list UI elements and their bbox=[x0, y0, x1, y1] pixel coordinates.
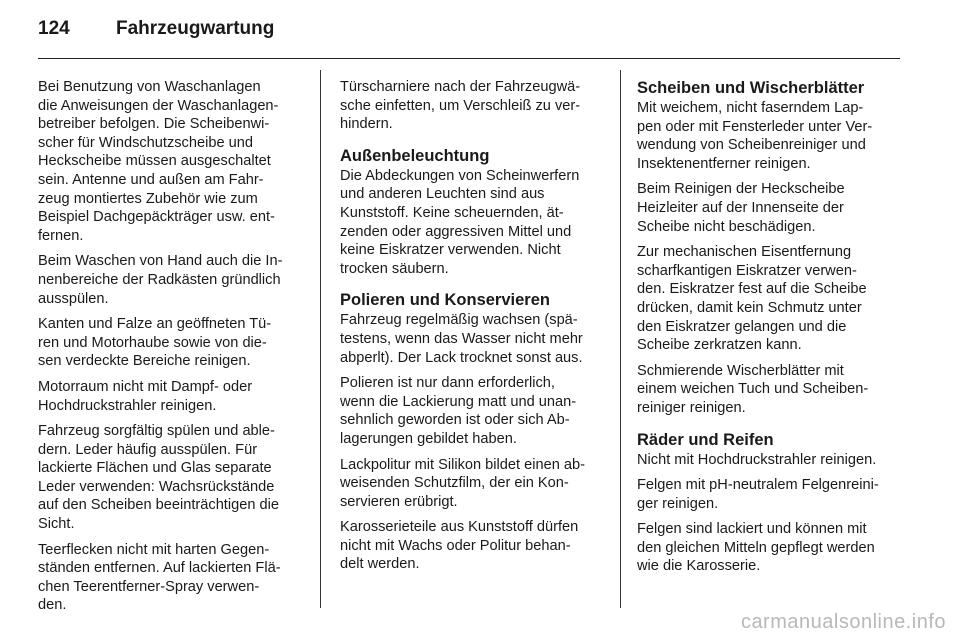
paragraph: Beim Reinigen der Heckscheibe Heizleiter auf der Innenseite der Scheibe nicht beschädigen. bbox=[637, 181, 845, 235]
paragraph: Teerflecken nicht mit harten Gegen- ständen entfernen. Auf lackierten Flä- chen Teerentferner-Spray verwen- den. bbox=[38, 541, 281, 614]
watermark: carmanualsonline.info bbox=[740, 611, 946, 633]
column-divider-1 bbox=[320, 70, 321, 608]
paragraph: Türscharniere nach der Fahrzeugwä- sche einfetten, um Verschleiß zu ver- hindern. bbox=[340, 79, 581, 133]
paragraph: Felgen sind lackiert und können mit den gleichen Mitteln gepflegt werden wie die Karosserie. bbox=[637, 521, 875, 575]
paragraph: Nicht mit Hochdruckstrahler reinigen. bbox=[637, 451, 877, 468]
section-heading: Außenbeleuchtung bbox=[340, 146, 490, 165]
column-1 bbox=[38, 78, 308, 622]
paragraph: Bei Benutzung von Waschanlagen die Anweisungen der Waschanlagen- betreiber befolgen. Die Scheibenwi- scher für Windschutzscheibe und Heckscheibe müssen ausgeschaltet sein. Antenne und außen am Fahr- zeug montiertes Zubehör wie zum Beispiel Dachgepäckträger usw. ent- fernen. bbox=[38, 79, 279, 244]
section-heading: Räder und Reifen bbox=[637, 430, 774, 449]
section-heading: Polieren und Konservieren bbox=[340, 291, 550, 310]
paragraph: Motorraum nicht mit Dampf- oder Hochdruckstrahler reinigen. bbox=[38, 378, 253, 414]
header-rule bbox=[38, 58, 900, 59]
column-3 bbox=[637, 78, 902, 583]
paragraph: Zur mechanischen Eisentfernung scharfkantigen Eiskratzer verwen- den. Eiskratzer fest auf die Scheibe drücken, damit kein Schmutz unter den Eiskratzer gelangen und die Scheibe zerkratzen kann. bbox=[637, 244, 867, 354]
column-divider-2 bbox=[620, 70, 621, 608]
section-heading: Scheiben und Wischerblätter bbox=[637, 79, 865, 97]
page-number: 124 bbox=[38, 18, 70, 39]
paragraph: Felgen mit pH-neutralem Felgenreini- ger reinigen. bbox=[637, 477, 879, 512]
paragraph: Schmierende Wischerblätter mit einem weichen Tuch und Scheiben- reiniger reinigen. bbox=[637, 362, 869, 416]
page-header bbox=[38, 18, 274, 48]
paragraph: Kanten und Falze an geöffneten Tü- ren und Motorhaube sowie von die- sen verdeckte Bereiche reinigen. bbox=[38, 316, 272, 370]
paragraph: Beim Waschen von Hand auch die In- nenbereiche der Radkästen gründlich ausspülen. bbox=[38, 253, 283, 307]
paragraph: Mit weichem, nicht faserndem Lap- pen oder mit Fensterleder unter Ver- wendung von Scheibenreiniger und Insektenentferner reinigen. bbox=[637, 100, 873, 172]
paragraph: Die Abdeckungen von Scheinwerfern und anderen Leuchten sind aus Kunststoff. Keine scheuernden, ät- zenden oder aggressiven Mittel und keine Eiskratzer verwenden. Nicht trocken säubern. bbox=[340, 167, 580, 277]
page-title: Fahrzeugwartung bbox=[116, 18, 275, 39]
paragraph: Polieren ist nur dann erforderlich, wenn die Lackierung matt und unan- sehnlich geworden ist oder sich Ab- lagerungen gebildet haben. bbox=[340, 375, 577, 447]
paragraph: Karosserieteile aus Kunststoff dürfen nicht mit Wachs oder Politur behan- delt werden. bbox=[340, 519, 579, 573]
column-2 bbox=[340, 78, 602, 581]
paragraph: Fahrzeug regelmäßig wachsen (spä- testens, wenn das Wasser nicht mehr abperlt). Der Lack trocknet sonst aus. bbox=[340, 312, 583, 366]
paragraph: Lackpolitur mit Silikon bildet einen ab- weisenden Schutzfilm, der ein Kon- servieren erübrigt. bbox=[340, 456, 585, 510]
paragraph: Fahrzeug sorgfältig spülen und able- dern. Leder häufig ausspülen. Für lackierte Flächen und Glas separate Leder verwenden: Wachsrückstände auf den Scheiben beeinträchtigen die Sicht. bbox=[38, 423, 279, 533]
